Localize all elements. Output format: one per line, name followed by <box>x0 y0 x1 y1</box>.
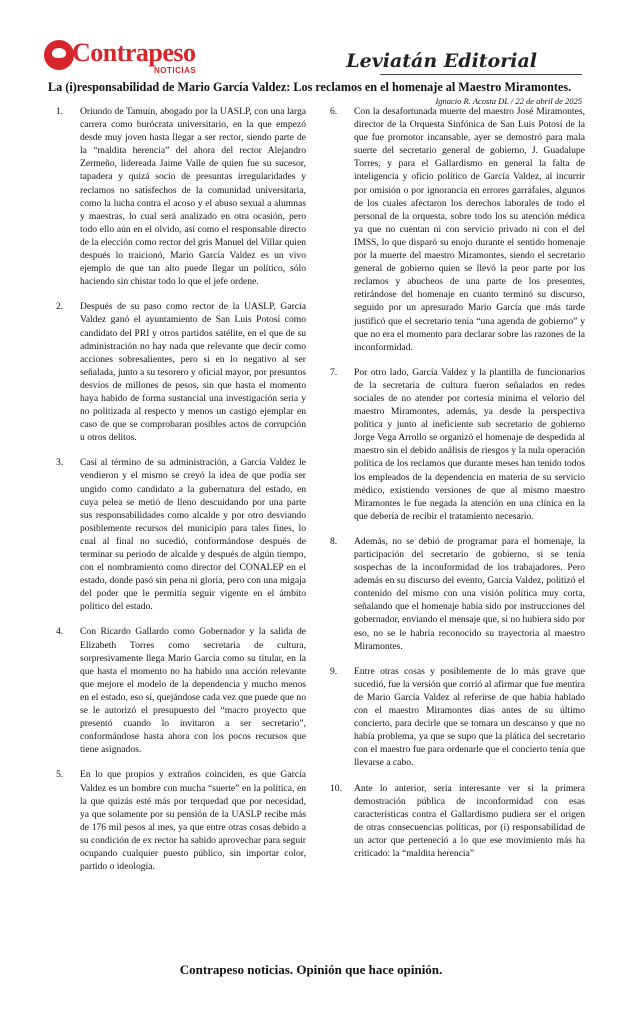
list-item <box>330 535 585 653</box>
article-byline: Ignacio R. Acosta DL / 22 de abril de 2025 <box>435 96 582 106</box>
item-text: En lo que propios y extraños coinciden, es que García Valdez es un hombre con mucha “suerte” en la política, en la que quizás esté más por terquedad que por necesidad, ya que solamente por su pensión de la UASLP recibe más de 176 mil pesos al mes, ya que entre otras cosas debido a su condición de ex rector ha sabido aprovechar para seguir ocupando cualquier puesto público, sin importar color, partido o ideología. <box>80 769 306 873</box>
item-text: Con Ricardo Gallardo como Gobernador y la salida de Elizabeth Torres como secretaria de cultura, sorpresivamente llega Mario García como su titular, en la que hasta el momento no ha habido una acción relevante que mejore el modelo de la dependencia y mucho menos en el estado, eso sí, quejándose cada vez que puede que no se le autorizó el presupuesto del “macro proyecto que presentó cuando lo invitaron a ser secretario”, conformándose hasta ahora con los pocos recursos que tiene asignados. <box>80 626 306 756</box>
list-item <box>330 105 585 354</box>
item-text: Además, no se debió de programar para el homenaje, la participación del secretario de gobierno, si se tenía sospechas de la inconformidad de los trabajadores. Pero además en su discurso del evento, García Valdez, politizó el contenido del mismo con una visión política muy corta, señalando que el homenaje había sido por instrucciones del gobernador, enviando el mensaje que, si no hubiera sido por eso, no se le habría reconocido su trayectoria al maestro Miramontes. <box>354 535 585 652</box>
list-item <box>56 456 306 613</box>
section-title: Leviatán Editorial <box>346 50 537 72</box>
item-text: Después de su paso como rector de la UASLP, García Valdez ganó el ayuntamiento de San Luis Potosí como candidato del PRI y otros partidos satélite, en el que de su administración no hay nada que relevante que decir como acciones sobresalientes, pero si en lo negativo al ser señalada, junto a su tesorero y oficial mayor, por presuntos desvíos de millones de pesos, sin que hasta el momento haya habido de forma sustancial una investigación seria y no politizada al respecto y menos un castigo ejemplar en caso de que se comprobaran posibles actos de corrupción u otros delitos. <box>80 301 306 444</box>
left-column <box>56 105 306 885</box>
contrapeso-logo <box>44 38 204 78</box>
list-item <box>330 366 585 523</box>
item-text: Con la desafortunada muerte del maestro José Miramontes, director de la Orquesta Sinfónica de San Luis Potosí de la que fue promotor incansable, ayer se demostró para mala suerte del secretario general de gobierno, J. Guadalupe Torres, y para el Gallardismo en general la falta de inteligencia y oficio político de García Valdez, al incurrir por omisión o por ignorancia en errores garrafales, algunos de los cuales afectaron los derechos laborales de todo el personal de la orquesta, sobre todo los su atención médica ya que no cuentan ni con servicio privado ni con el del IMSS, lo que disparó su enojo durante el sentido homenaje por la muerte del maestro Miramontes, siendo el secretario general de gobierno quien se llevó la peor parte por los reclamos y abucheos de una parte de los presentes, retirándose del homenaje en cuanto terminó su discurso, seguido por un apresurado Mario García que más tarde justificó que el secretario tenía “una agenda de gobierno” y que no era el momento para declarar sobre las razones de la inconformidad. <box>354 106 585 353</box>
list-item <box>56 105 306 288</box>
item-number: 2. <box>56 301 64 313</box>
list-item <box>330 782 585 861</box>
section-underline <box>380 74 582 75</box>
logo-subtitle: NOTICIAS <box>154 66 197 75</box>
item-text: Por otro lado, García Valdez y la plantilla de funcionarios de la secretaría de cultura fueron señalados en redes sociales de no atender por cortesía mínima el velorio del maestro Miramontes, además, ya desde la perspectiva política y junto al ineficiente sub secretario de gobierno Jorge Vega Arrollo se organizó el homenaje de despedida al maestro sin el debido análisis de riesgos y la nula operación política de los reclamos que durante meses han tenido todos los empleados de la dependencia en materia de su servicio médico, existiendo versiones de que al mismo maestro Miramontes le fue negada la atención en una clínica en la que debería de recibir el tratamiento necesario. <box>354 366 585 522</box>
list-item <box>56 768 306 873</box>
item-number: 5. <box>56 769 64 781</box>
list-item <box>56 300 306 444</box>
item-number: 4. <box>56 626 64 638</box>
item-number: 6. <box>330 106 338 117</box>
item-number: 7. <box>330 366 338 378</box>
footer-slogan: Contrapeso noticias. Opinión que hace opinión. <box>179 962 443 977</box>
list-item <box>56 625 306 756</box>
item-text: Casi al término de su administración, a García Valdez le vendieron y el mismo se creyó la idea de que podía ser ungido como candidato a la gubernatura del estado, en cuya pelea se metió de lleno descuidando por una parte sus responsabilidades como alcalde y por otro desviando posiblemente recursos del municipio para tales fines, lo cual al final no sucedió, conformándose después de terminar su periodo de alcalde y después de algún tiempo, con el nombramiento como director del CONALEP en el estado, donde pasó sin pena ni gloria, pero con una migaja del poder que le permitía seguir vigente en el ámbito político del estado. <box>80 457 306 613</box>
item-text: Entre otras cosas y posiblemente de lo más grave que sucedió, fue la versión que corrió al afirmar que fue mentira de Mario García Valdez al referirse de que había hablado con el maestro Miramontes días antes de su último concierto, para decirle que se tomara un descanso y que no había problema, ya que se supo que la plática del secretario con el maestro fue para ordenarle que el concierto tenía que llevarse a cabo. <box>354 665 585 769</box>
item-number: 10. <box>330 782 342 794</box>
item-number: 1. <box>56 106 64 117</box>
list-item <box>330 665 585 770</box>
logo-text: Contrapeso <box>72 38 196 67</box>
article-headline: La (i)responsabilidad de Mario García Valdez: Los reclamos en el homenaje al Maestro Miramontes. <box>48 80 572 94</box>
item-number: 8. <box>330 535 338 547</box>
right-column <box>330 105 585 872</box>
item-number: 3. <box>56 457 64 469</box>
item-number: 9. <box>330 665 338 677</box>
item-text: Ante lo anterior, sería interesante ver si la primera demostración pública de inconformidad con esas características contra el Gallardismo pudiera ser el origen de otras consecuencias políticas, por (i) responsabilidad de un actor que perteneció a lo que ese movimiento más ha criticado: la “maldita herencia” <box>354 782 585 859</box>
logo-bird-icon <box>44 40 74 70</box>
item-text: Oriundo de Tamuín, abogado por la UASLP, con una larga carrera como burócrata universitario, en la que empezó desde muy joven hasta llegar a ser rector, siendo parte de la “maldita herencia” del ahora del rector Alejandro Zermeño, lidereada Jaime Valle de quien fue su sucesor, tapadera y quizá socio de presuntas irregularidades y reclamos no satisfechos de la comunidad universitaria, como la lucha contra el acoso y el abuso sexual a alumnas y maestras, lo cual será analizado en otra ocasión, pero todo ello aún en el olvido, así como el responsable directo de la elección como rector del gris Manuel del Villar quien después lo traicionó, Mario García Valdez es un vivo ejemplo de que tan alto puede llegar un político, sólo haciendo sin chistar todo lo que el jefe ordene. <box>80 106 306 288</box>
